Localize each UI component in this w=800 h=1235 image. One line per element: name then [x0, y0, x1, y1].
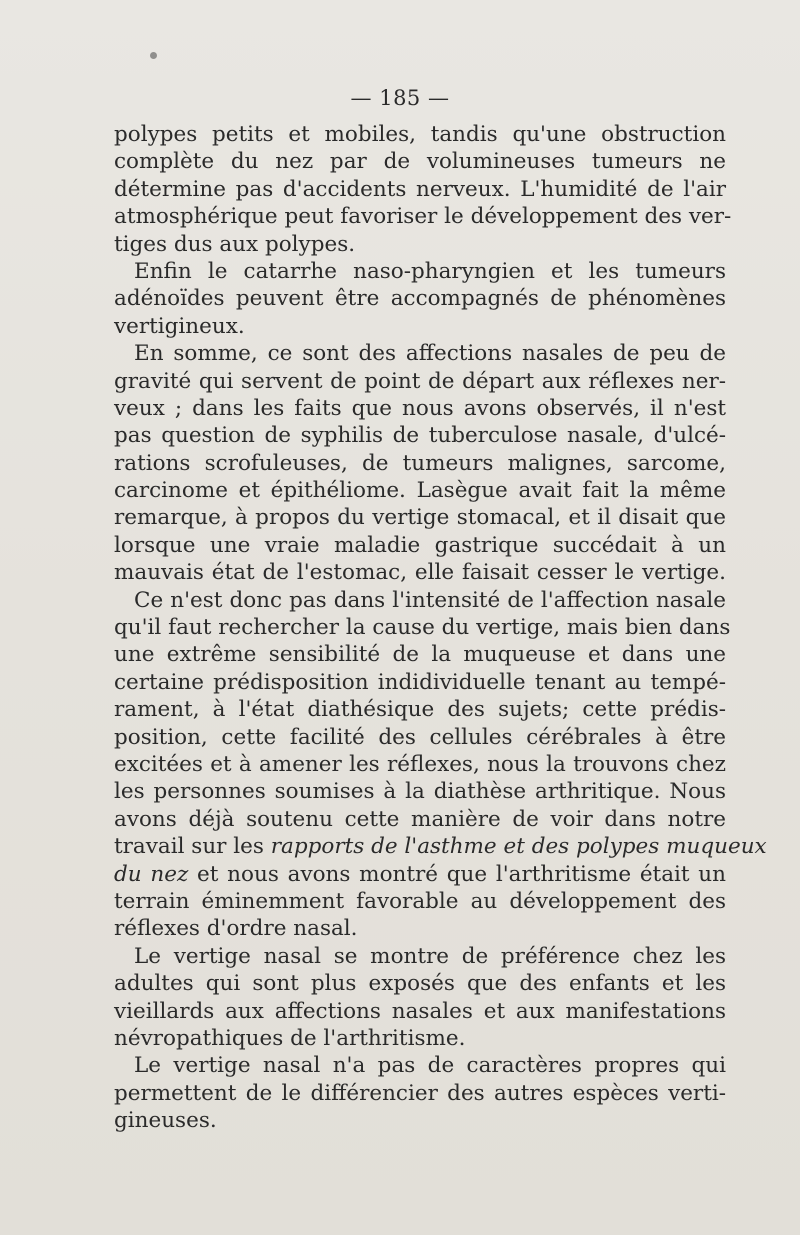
text-line: certaine prédisposition indidividuelle tenant au tempé-	[114, 669, 726, 695]
paragraph-end-line: vertigineux.	[114, 313, 245, 339]
text-line: permettent de le différencier des autres espèces verti-	[114, 1080, 726, 1106]
text-line: avons déjà soutenu cette manière de voir dans notre	[114, 806, 726, 832]
text-line: une extrême sensibilité de la muqueuse et dans une	[114, 642, 726, 668]
text-line: lorsque une vraie maladie gastrique succédait à un	[114, 532, 726, 558]
paragraph-first-line: Ce n'est donc pas dans l'intensité de l'affection nasale	[134, 587, 726, 613]
text-line: terrain éminemment favorable au développement des	[114, 888, 726, 914]
text-line-with-title	[114, 833, 767, 860]
text-line: rament, à l'état diathésique des sujets; cette prédis-	[114, 697, 726, 723]
ink-speck	[150, 52, 157, 59]
text-line: veux ; dans les faits que nous avons observés, il n'est	[114, 395, 726, 421]
page-number: — 185 —	[350, 86, 450, 110]
text-line: pas question de syphilis de tuberculose nasale, d'ulcé-	[114, 423, 726, 449]
text-line: complète du nez par de volumineuses tumeurs ne	[114, 149, 726, 175]
paragraph-end-line: gineuses.	[114, 1108, 217, 1134]
cited-work-title: rapports de l'asthme et des polypes muqueux	[270, 834, 767, 860]
text-line-with-title	[114, 861, 726, 888]
text-line: gravité qui servent de point de départ aux réflexes ner-	[114, 368, 726, 394]
paragraph-end-line: névropathiques de l'arthritisme.	[114, 1025, 466, 1051]
text-line: adénoïdes peuvent être accompagnés de phénomènes	[114, 286, 726, 312]
paragraph-first-line: Le vertige nasal n'a pas de caractères propres qui	[134, 1053, 726, 1079]
paragraph-first-line: En somme, ce sont des affections nasales de peu de	[134, 341, 726, 367]
paragraph-first-line: Enfin le catarrhe naso-pharyngien et les tumeurs	[134, 258, 726, 284]
paragraph-end-line: réflexes d'ordre nasal.	[114, 916, 358, 942]
text-line: atmosphérique peut favoriser le développement des ver-	[114, 204, 732, 230]
text-line: les personnes soumises à la diathèse arthritique. Nous	[114, 779, 726, 805]
paragraph-first-line: Le vertige nasal se montre de préférence chez les	[134, 943, 726, 969]
line-text: et nous avons montré que l'arthritisme était un	[188, 861, 726, 887]
paragraph-end-line: tiges dus aux polypes.	[114, 231, 356, 257]
line-text: travail sur les	[114, 834, 271, 860]
text-line: mauvais état de l'estomac, elle faisait cesser le vertige.	[114, 560, 726, 586]
text-line: adultes qui sont plus exposés que des enfants et les	[114, 971, 726, 997]
text-line: carcinome et épithéliome. Lasègue avait fait la même	[114, 478, 726, 504]
text-line: détermine pas d'accidents nerveux. L'humidité de l'air	[114, 176, 726, 202]
body-text	[114, 121, 767, 1134]
text-line: rations scrofuleuses, de tumeurs malignes, sarcome,	[114, 450, 726, 476]
text-line: excitées et à amener les réflexes, nous la trouvons chez	[114, 751, 726, 777]
text-line: remarque, à propos du vertige stomacal, et il disait que	[114, 505, 726, 531]
cited-work-title: du nez	[114, 861, 189, 887]
text-line: polypes petits et mobiles, tandis qu'une obstruction	[114, 122, 726, 147]
text-line: position, cette facilité des cellules cérébrales à être	[114, 724, 726, 750]
text-line: qu'il faut rechercher la cause du vertige, mais bien dans	[114, 615, 731, 641]
text-line: vieillards aux affections nasales et aux manifestations	[114, 998, 726, 1024]
